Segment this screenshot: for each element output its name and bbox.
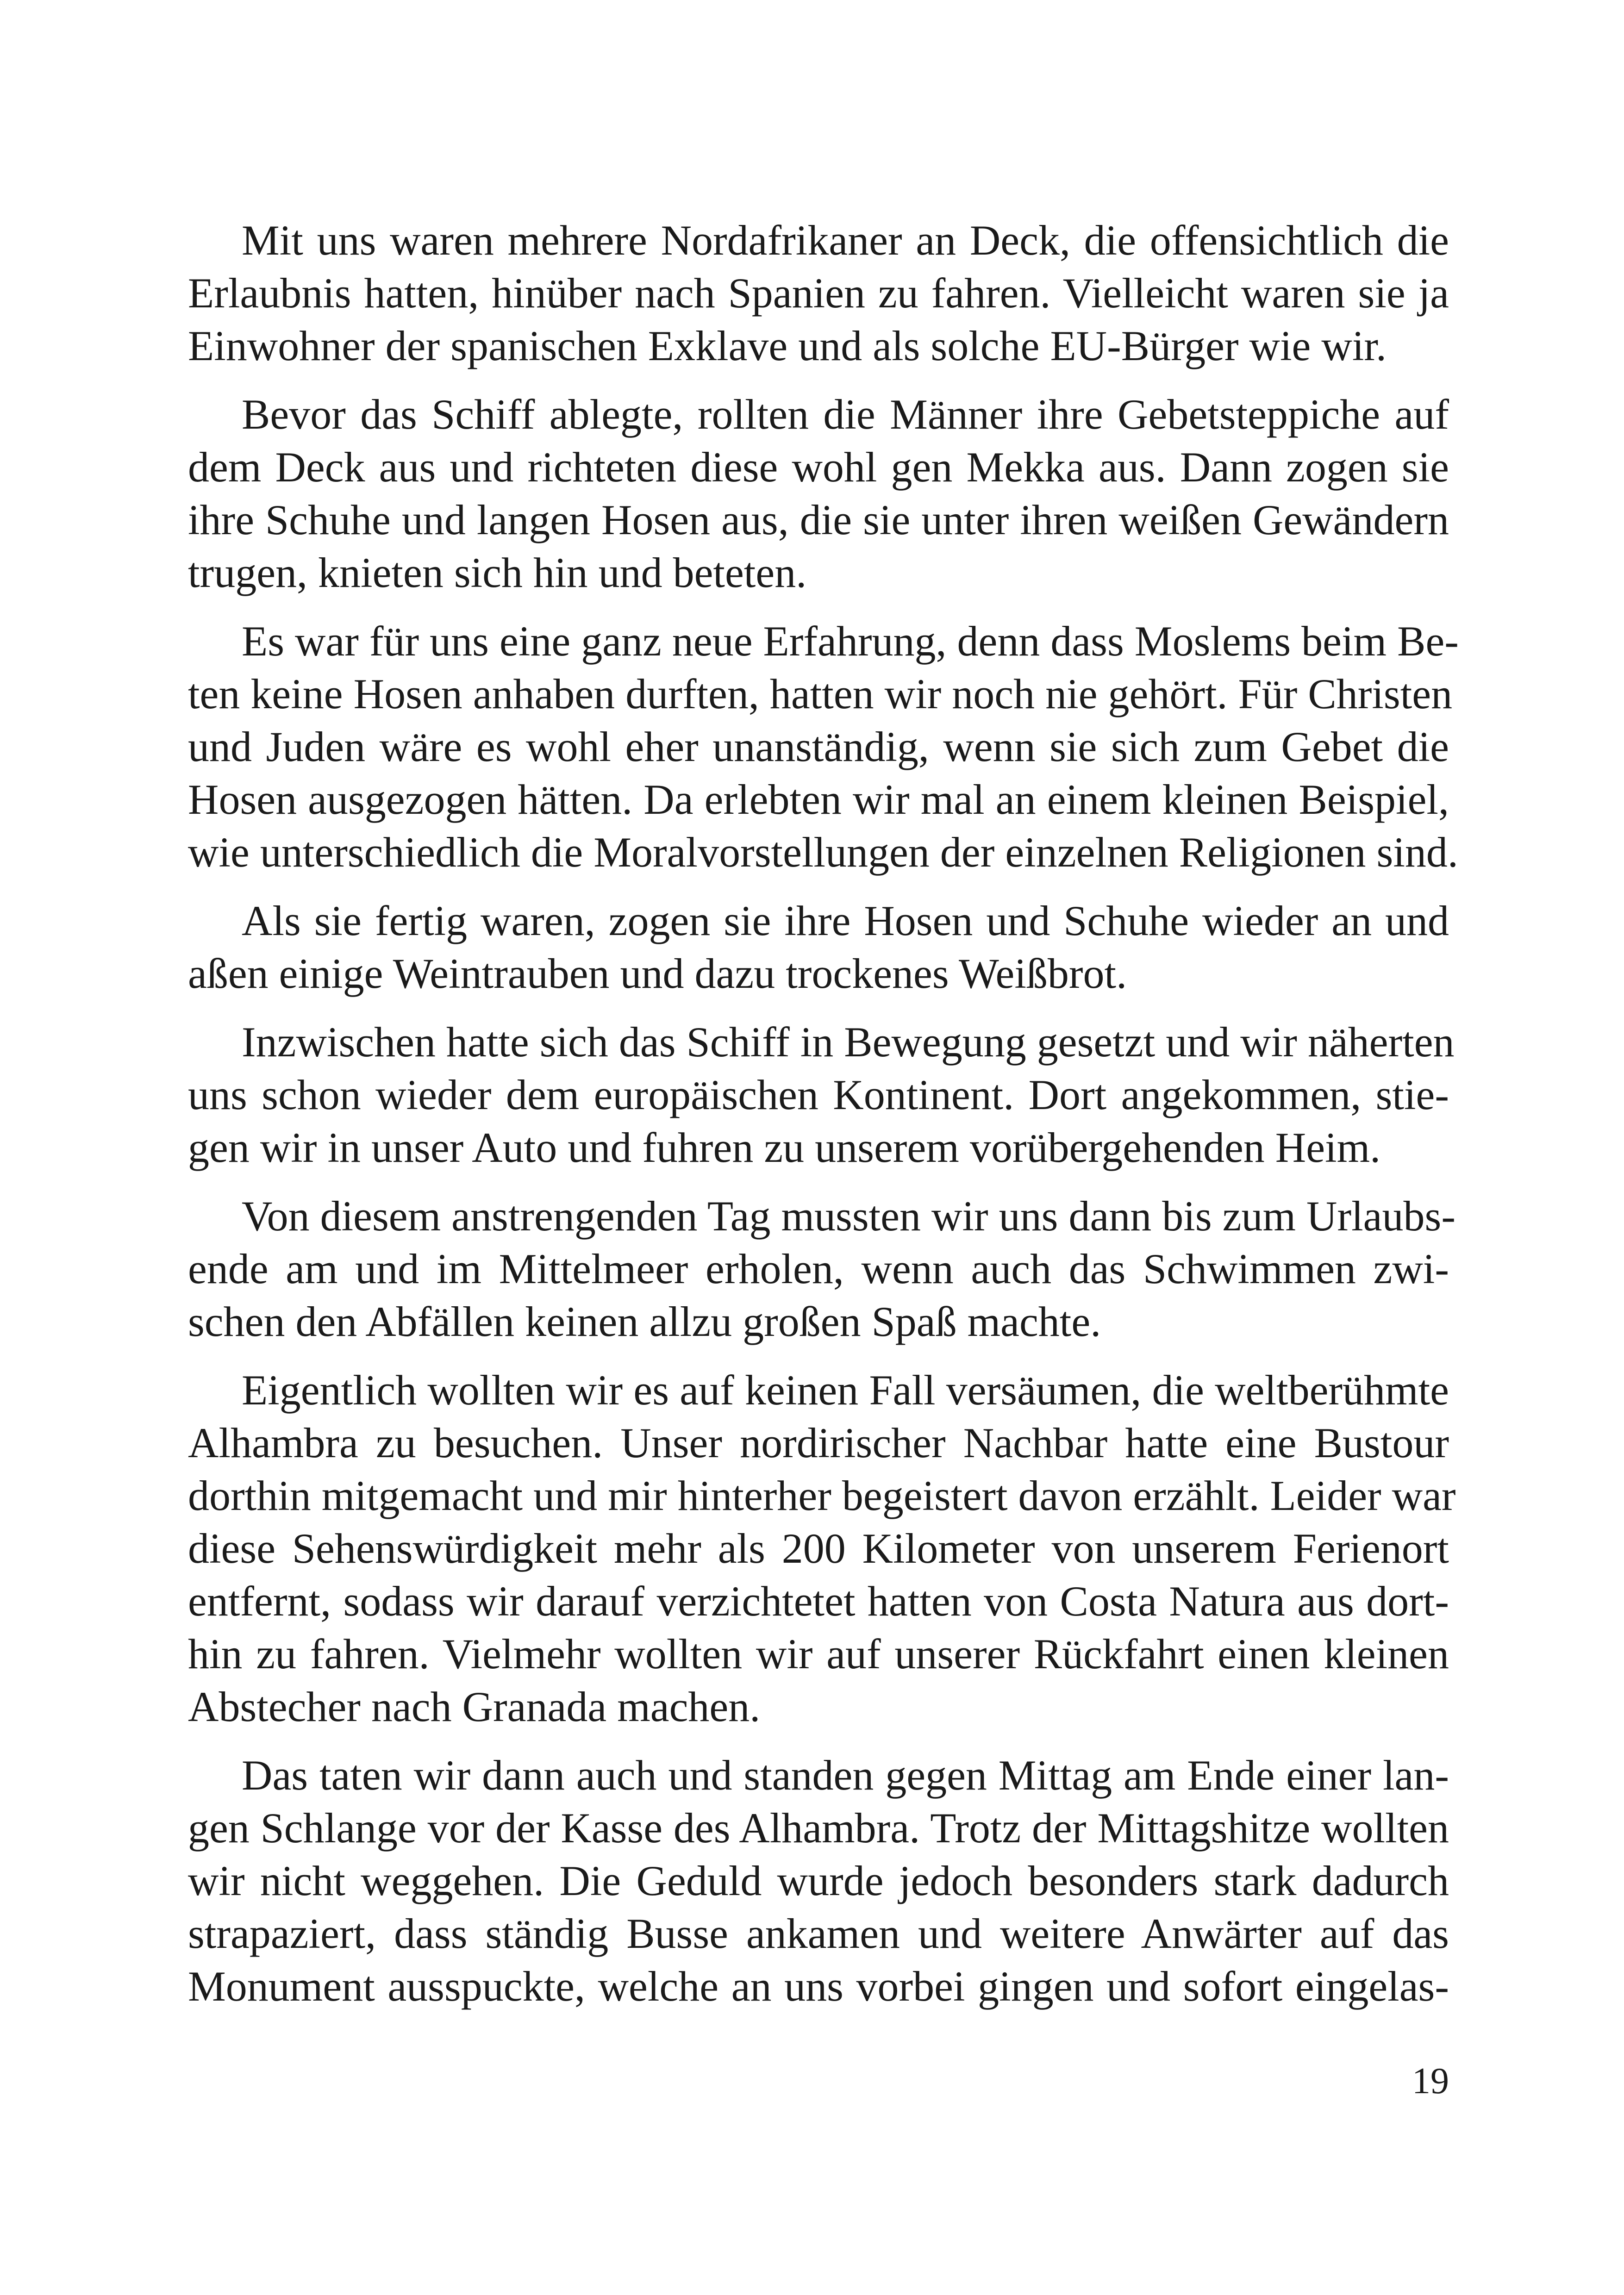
body-text	[188, 214, 1459, 2028]
text-line: dem Deck aus und richteten diese wohl gen Mekka aus. Dann zogen sie	[188, 443, 1449, 491]
text-line: gen Schlange vor der Kasse des Alhambra. Trotz der Mittagshitze wollten	[188, 1804, 1449, 1852]
text-line: Erlaubnis hatten, hinüber nach Spanien zu fahren. Vielleicht waren sie ja	[188, 269, 1449, 317]
text-line: wir nicht weggehen. Die Geduld wurde jedoch besonders stark dadurch	[188, 1857, 1449, 1904]
text-line: Es war für uns eine ganz neue Erfahrung, denn dass Moslems beim Be-	[242, 617, 1459, 665]
text-line: entfernt, sodass wir darauf verzichtetet hatten von Costa Natura aus dort-	[188, 1578, 1449, 1625]
paragraph	[188, 894, 1449, 1000]
text-line: Abstecher nach Granada machen.	[188, 1683, 761, 1730]
text-line: strapaziert, dass ständig Busse ankamen und weitere Anwärter auf das	[188, 1910, 1449, 1957]
text-line: Inzwischen hatte sich das Schiff in Bewegung gesetzt und wir näherten	[242, 1018, 1455, 1066]
text-line: und Juden wäre es wohl eher unanständig, wenn sie sich zum Gebet die	[188, 723, 1449, 770]
text-line: gen wir in unser Auto und fuhren zu unserem vorübergehenden Heim.	[188, 1124, 1381, 1171]
text-line: Mit uns waren mehrere Nordafrikaner an Deck, die offensichtlich die	[242, 217, 1449, 264]
text-line: Von diesem anstrengenden Tag mussten wir uns dann bis zum Urlaubs-	[242, 1192, 1455, 1240]
paragraph	[188, 1016, 1455, 1174]
text-line: wie unterschiedlich die Moralvorstellungen der einzelnen Religionen sind.	[188, 829, 1458, 876]
text-line: Einwohner der spanischen Exklave und als solche EU-Bürger wie wir.	[188, 322, 1387, 369]
page-number: 19	[1412, 2061, 1449, 2102]
text-line: Hosen ausgezogen hätten. Da erlebten wir mal an einem kleinen Beispiel,	[188, 776, 1449, 823]
text-line: Alhambra zu besuchen. Unser nordirischer Nachbar hatte eine Bustour	[188, 1419, 1449, 1466]
text-line: Monument ausspuckte, welche an uns vorbei gingen und sofort eingelas-	[188, 1963, 1449, 2010]
paragraph	[188, 1190, 1455, 1348]
text-line: trugen, knieten sich hin und beteten.	[188, 549, 807, 596]
text-line: Bevor das Schiff ablegte, rollten die Männer ihre Gebetsteppiche auf	[242, 391, 1449, 438]
text-line: diese Sehenswürdigkeit mehr als 200 Kilometer von unserem Ferienort	[188, 1525, 1449, 1572]
text-line: ten keine Hosen anhaben durften, hatten wir noch nie gehört. Für Christen	[188, 670, 1453, 717]
text-line: ihre Schuhe und langen Hosen aus, die sie unter ihren weißen Gewändern	[188, 496, 1449, 543]
text-line: hin zu fahren. Vielmehr wollten wir auf unserer Rückfahrt einen kleinen	[188, 1630, 1449, 1678]
paragraph	[188, 615, 1459, 879]
paragraph	[188, 214, 1449, 372]
text-line: Als sie fertig waren, zogen sie ihre Hosen und Schuhe wieder an und	[242, 897, 1449, 944]
text-line: schen den Abfällen keinen allzu großen Spaß machte.	[188, 1298, 1101, 1345]
paragraph	[188, 1749, 1449, 2013]
text-line: ende am und im Mittelmeer erholen, wenn auch das Schwimmen zwi-	[188, 1245, 1449, 1292]
text-line: dorthin mitgemacht und mir hinterher begeistert davon erzählt. Leider war	[188, 1472, 1456, 1519]
paragraph	[188, 1364, 1456, 1733]
paragraph	[188, 388, 1449, 599]
text-line: Das taten wir dann auch und standen gegen Mittag am Ende einer lan-	[242, 1752, 1449, 1799]
text-line: Eigentlich wollten wir es auf keinen Fall versäumen, die weltberühmte	[242, 1366, 1449, 1414]
text-line: aßen einige Weintrauben und dazu trockenes Weißbrot.	[188, 950, 1127, 997]
text-line: uns schon wieder dem europäischen Kontinent. Dort angekommen, stie-	[188, 1071, 1449, 1118]
